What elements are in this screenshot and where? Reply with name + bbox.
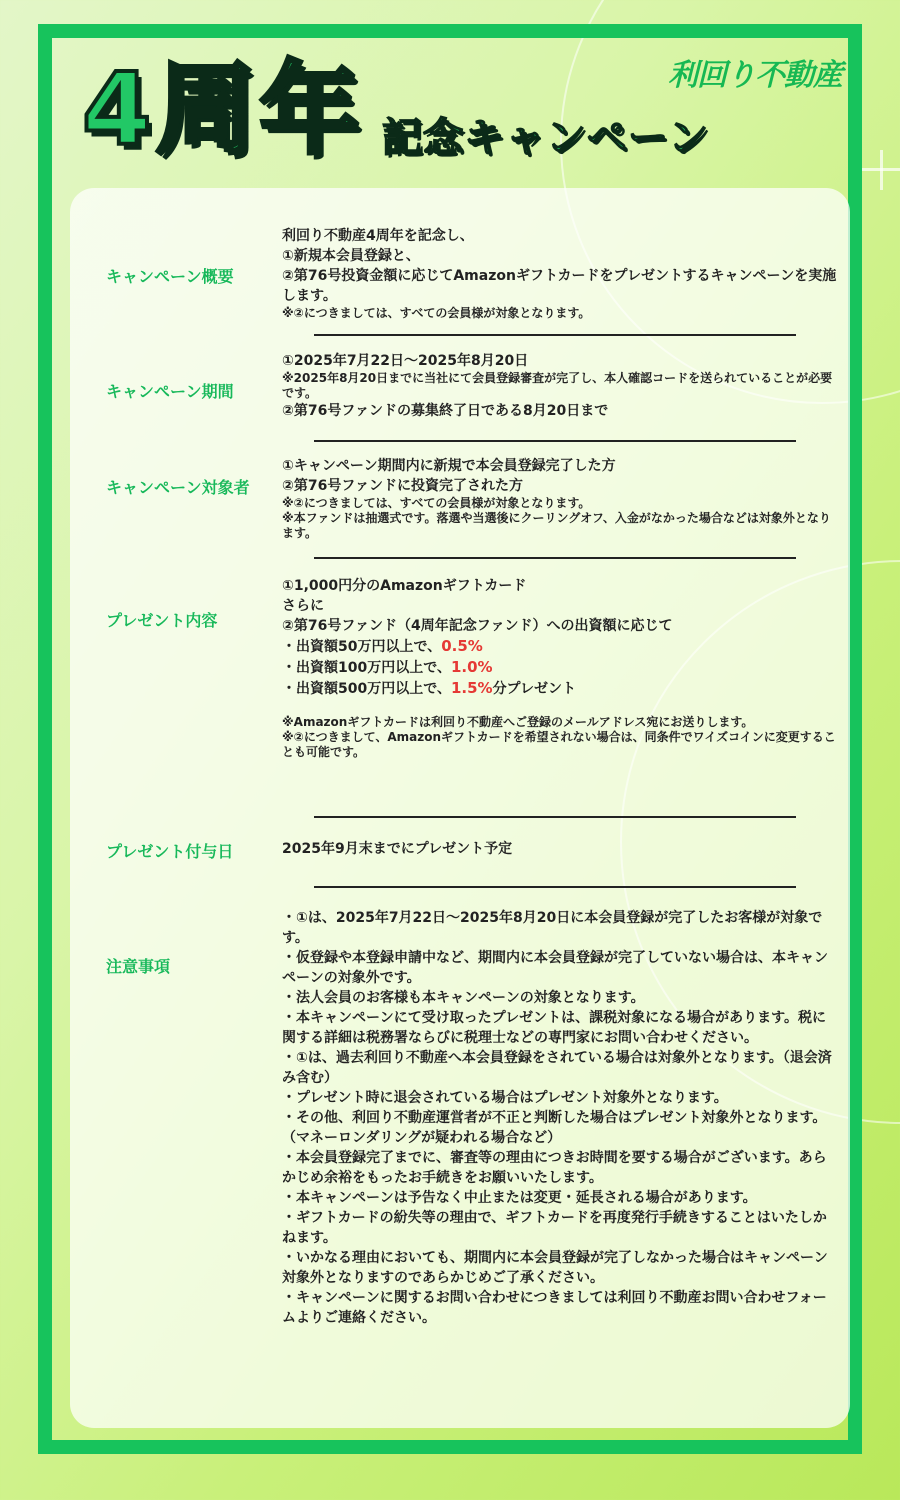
present-body — [282, 576, 838, 760]
target-note: ※本ファンドは抽選式です。落選や当選後にクーリングオフ、入金がなかった場合などは対象外となります。 — [282, 511, 831, 540]
notes-item: ・キャンペーンに関するお問い合わせにつきましては利回り不動産お問い合わせフォームよりご連絡ください。 — [282, 1290, 827, 1326]
grant-date-label: プレゼント付与日 — [106, 842, 234, 861]
period-line: ①2025年7月22日～2025年8月20日 — [282, 353, 529, 369]
notes-item: ・いかなる理由においても、期間内に本会員登録が完了しなかった場合はキャンペーン対象外となりますのであらかじめご了承ください。 — [282, 1250, 828, 1286]
section-divider — [314, 886, 796, 888]
period-line: ②第76号ファンドの募集終了日である8月20日まで — [282, 403, 609, 419]
section-divider — [314, 816, 796, 818]
overview-line: 利回り不動産4周年を記念し、 — [282, 228, 474, 244]
target-body — [282, 456, 838, 541]
overview-line: ①新規本会員登録と、 — [282, 248, 420, 264]
present-tier: ・出資額50万円以上で、0.5% — [282, 637, 483, 655]
campaign-title — [82, 51, 710, 168]
present-tier: ・出資額100万円以上で、1.0% — [282, 658, 493, 676]
notes-item: ・本会員登録完了までに、審査等の理由につきお時間を要する場合がございます。あらかじめ余裕をもったお手続きをお願いいたします。 — [282, 1150, 827, 1186]
overview-note: ※②につきましては、すべての会員様が対象となります。 — [282, 306, 591, 320]
notes-item: ・本キャンペーンは予告なく中止または変更・延長される場合があります。 — [282, 1190, 757, 1206]
section-divider — [314, 440, 796, 442]
notes-item: ・本キャンペーンにて受け取ったプレゼントは、課税対象になる場合があります。税に関する詳細は税務署ならびに税理士などの専門家にお問い合わせください。 — [282, 1010, 827, 1046]
notes-label: 注意事項 — [106, 957, 171, 976]
target-line: ①キャンペーン期間内に新規で本会員登録完了した方 — [282, 458, 616, 474]
content-panel — [70, 188, 850, 1428]
title-campaign: 記念キャンペーン — [382, 115, 710, 161]
period-body — [282, 351, 838, 421]
section-divider — [314, 334, 796, 336]
notes-item: ・プレゼント時に退会されている場合はプレゼント対象外となります。 — [282, 1090, 728, 1106]
section-divider — [314, 557, 796, 559]
brand-logo: 利回り不動産 — [668, 58, 842, 93]
notes-item: ・その他、利回り不動産運営者が不正と判断した場合はプレゼント対象外となります。（マネーロンダリングが疑われる場合など） — [282, 1110, 827, 1146]
present-note: ※②につきまして、Amazonギフトカードを希望されない場合は、同条件でワイズコインに変更することも可能です。 — [282, 730, 836, 759]
present-line: ①1,000円分のAmazonギフトカード — [282, 578, 527, 594]
notes-body — [282, 908, 838, 1328]
notes-item: ・①は、2025年7月22日～2025年8月20日に本会員登録が完了したお客様が対象です。 — [282, 910, 823, 946]
notes-item: ・仮登録や本登録申請中など、期間内に本会員登録が完了していない場合は、本キャンペーンの対象外です。 — [282, 950, 828, 986]
grant-date-body — [282, 839, 838, 859]
present-line: さらに — [282, 598, 324, 614]
overview-line: ②第76号投資金額に応じてAmazonギフトカードをプレゼントするキャンペーンを実施します。 — [282, 268, 837, 304]
present-label: プレゼント内容 — [106, 611, 218, 630]
overview-label: キャンペーン概要 — [106, 267, 234, 286]
background-sparkle — [862, 168, 900, 171]
present-note: ※Amazonギフトカードは利回り不動産へご登録のメールアドレス宛にお送りします。 — [282, 715, 754, 729]
target-line: ②第76号ファンドに投資完了された方 — [282, 478, 524, 494]
title-anniversary: 4周年 — [82, 51, 364, 168]
grant-date-text: 2025年9月末までにプレゼント予定 — [282, 841, 513, 857]
notes-item: ・①は、過去利回り不動産へ本会員登録をされている場合は対象外となります。（退会済み含む） — [282, 1050, 832, 1086]
period-note: ※2025年8月20日までに当社にて会員登録審査が完了し、本人確認コードを送られていることが必要です。 — [282, 371, 833, 400]
present-tier: ・出資額500万円以上で、1.5%分プレゼント — [282, 679, 577, 697]
period-label: キャンペーン期間 — [106, 382, 234, 401]
present-line: ②第76号ファンド（4周年記念ファンド）への出資額に応じて — [282, 618, 673, 634]
target-label: キャンペーン対象者 — [106, 478, 250, 497]
notes-item: ・法人会員のお客様も本キャンペーンの対象となります。 — [282, 990, 645, 1006]
overview-body — [282, 226, 838, 321]
notes-item: ・ギフトカードの紛失等の理由で、ギフトカードを再度発行手続きすることはいたしかねます。 — [282, 1210, 827, 1246]
target-note: ※②につきましては、すべての会員様が対象となります。 — [282, 496, 591, 510]
